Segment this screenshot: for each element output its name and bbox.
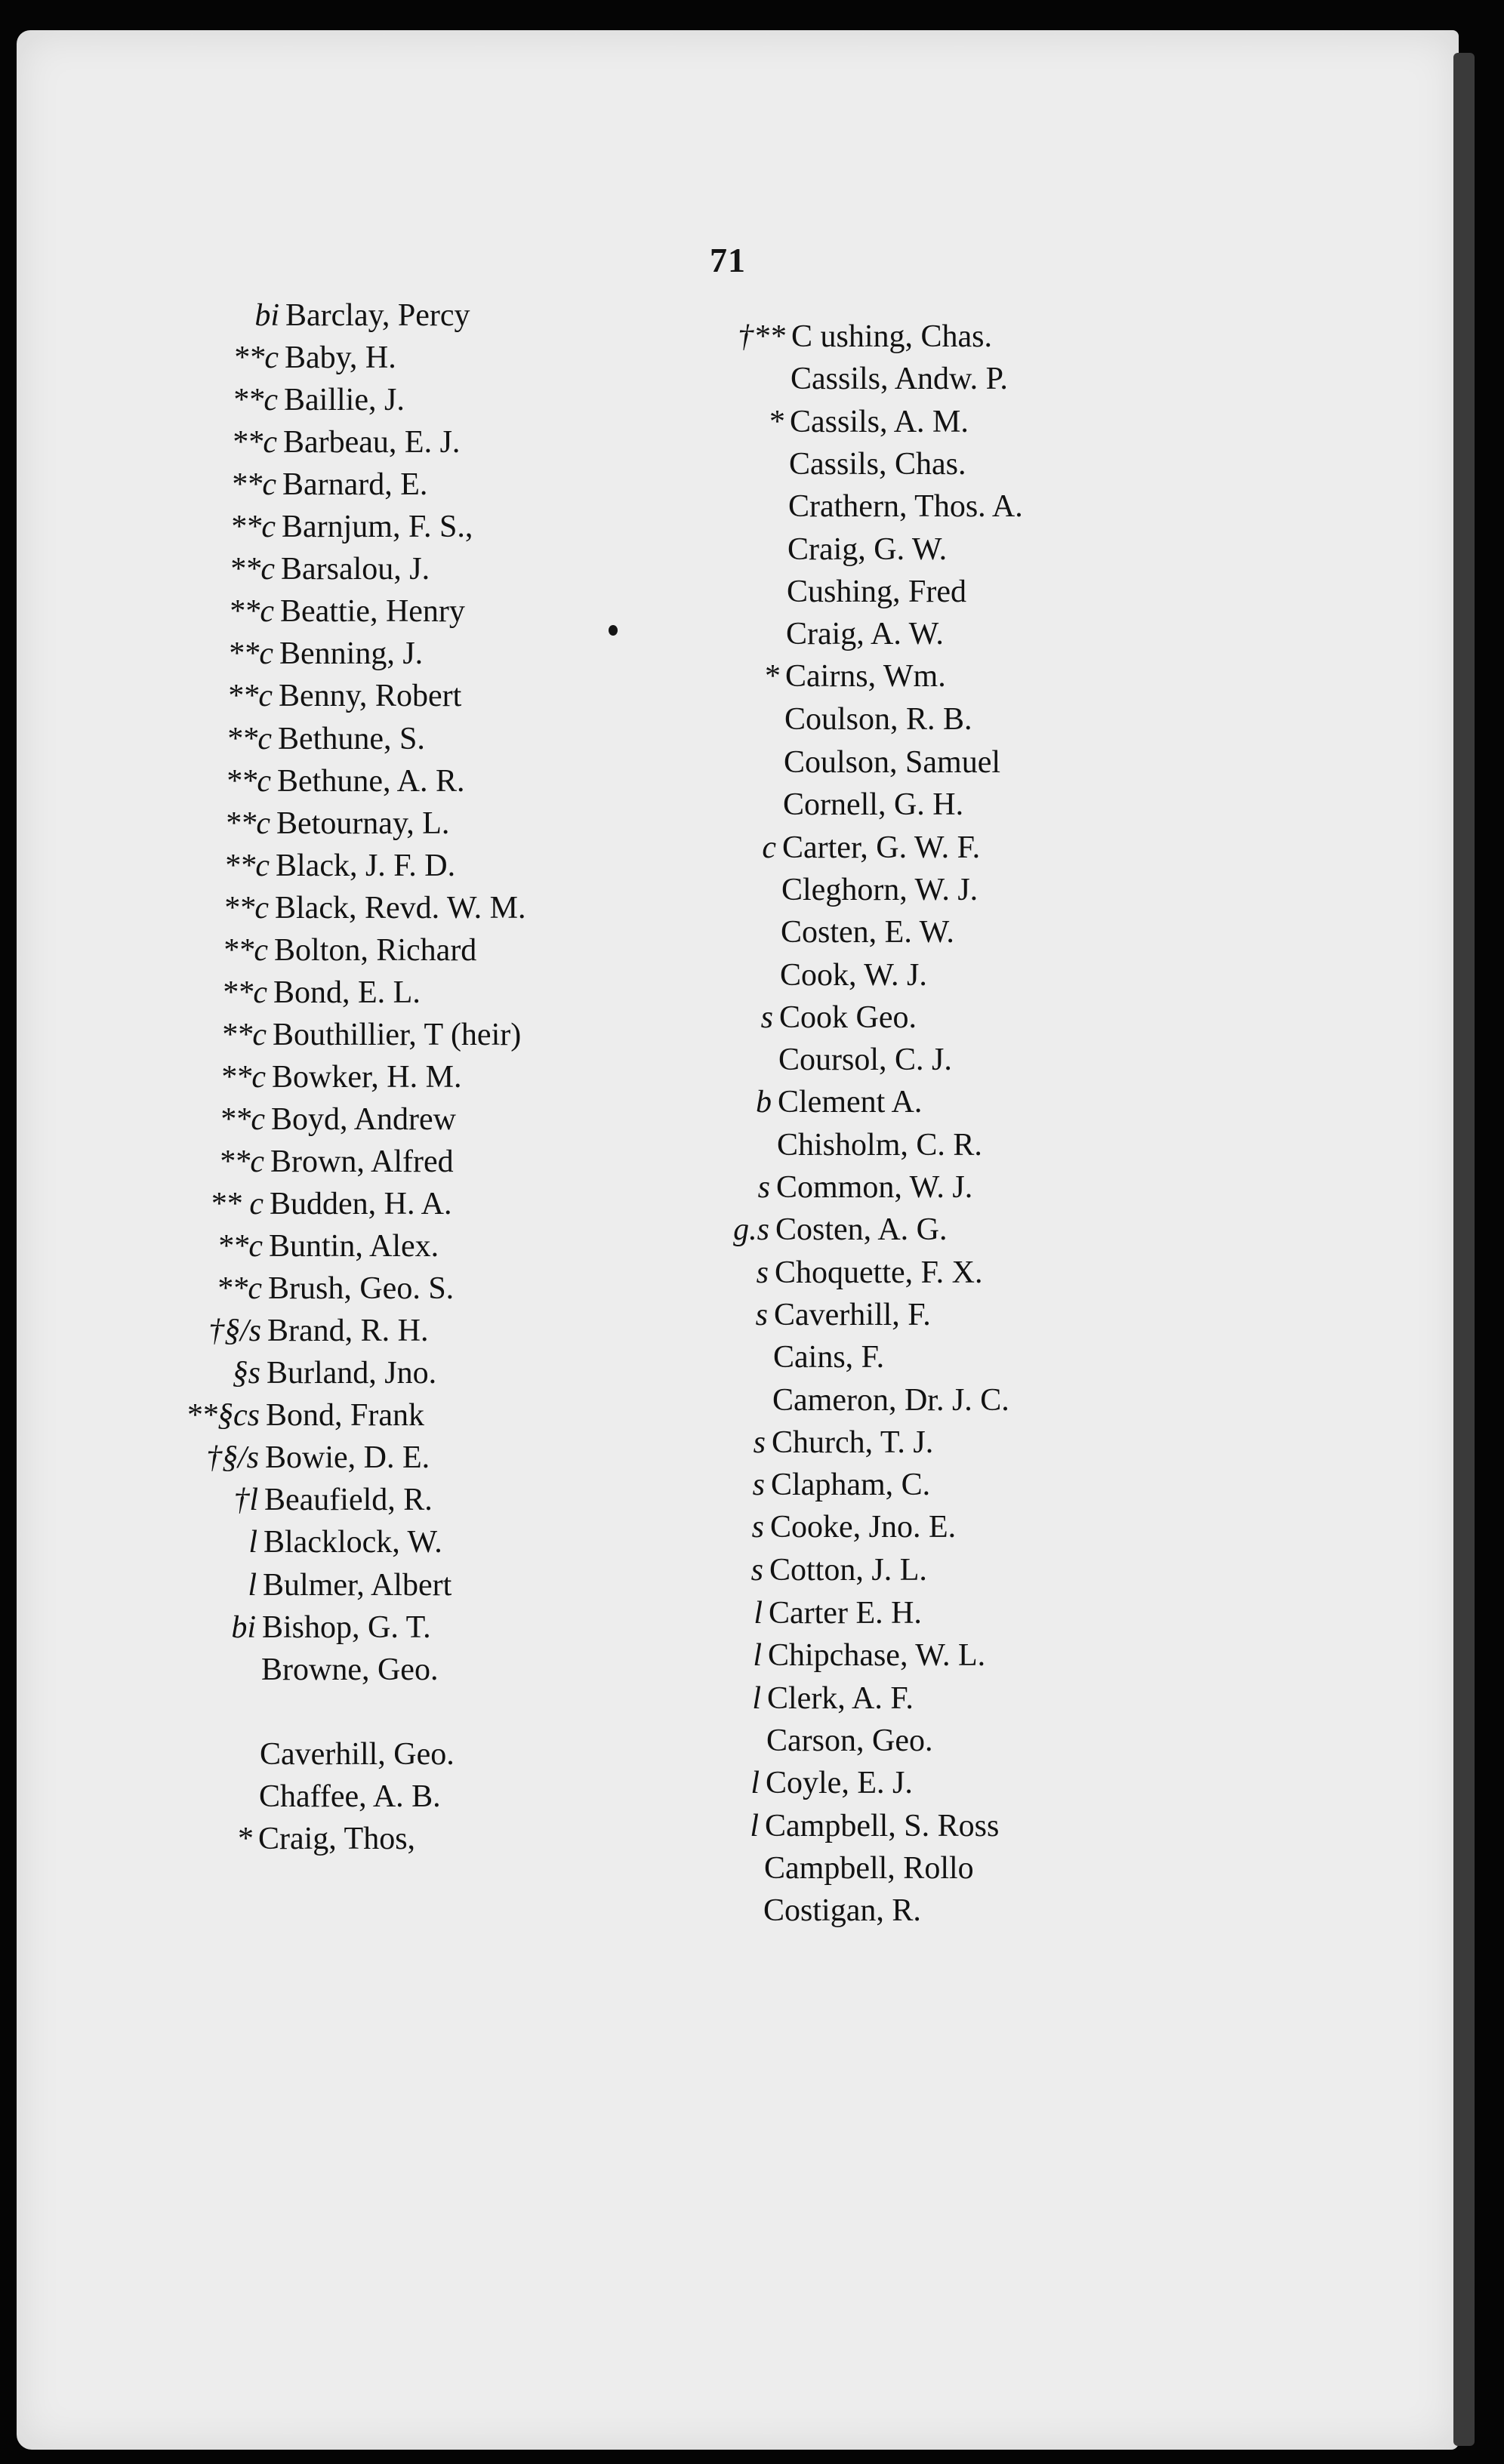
- entry-name: Brand, R. H.: [267, 1314, 429, 1348]
- entry-name: Baillie, J.: [284, 383, 405, 417]
- list-item: [144, 678, 461, 714]
- entry-name: Campbell, S. Ross: [765, 1808, 1000, 1843]
- entry-name: Coyle, E. J.: [766, 1766, 913, 1801]
- entry-mark: §s: [232, 1356, 260, 1391]
- entry-mark: **c: [219, 1102, 265, 1137]
- list-item: [651, 658, 946, 695]
- entry-mark: s: [756, 1255, 769, 1290]
- entry-name: Buntin, Alex.: [269, 1229, 439, 1264]
- list-item: [125, 1779, 441, 1815]
- list-item: [648, 830, 980, 866]
- entry-mark: †§/s: [205, 1440, 259, 1475]
- entry-name: Brown, Alfred: [270, 1144, 454, 1179]
- entry-mark: **c: [232, 383, 278, 417]
- entry-mark: l: [752, 1680, 761, 1716]
- entry-name: Bishop, G. T.: [262, 1610, 431, 1645]
- entry-mark: l: [248, 1568, 257, 1603]
- entry-mark: s: [753, 1424, 766, 1460]
- entry-mark: l: [750, 1808, 759, 1843]
- entry-name: Benny, Robert: [279, 679, 462, 713]
- list-item: [638, 1382, 1009, 1418]
- entry-name: Carson, Geo.: [766, 1723, 933, 1758]
- list-item: [653, 531, 947, 568]
- entry-name: Bethune, S.: [278, 722, 425, 756]
- list-item: [128, 1609, 431, 1646]
- list-item: [148, 467, 427, 503]
- list-item: [141, 848, 455, 884]
- entry-mark: **c: [227, 636, 273, 671]
- entry-name: Cushing, Fred: [787, 574, 967, 609]
- entry-name: Cains, F.: [773, 1340, 885, 1375]
- entry-name: Cotton, J. L.: [769, 1552, 927, 1588]
- entry-name: Bond, E. L.: [273, 975, 421, 1010]
- entry-mark: l: [750, 1766, 760, 1801]
- list-item: [151, 297, 470, 334]
- entry-mark: **c: [223, 891, 269, 926]
- list-item: [149, 382, 405, 418]
- list-item: [140, 932, 476, 969]
- list-item: [641, 1212, 948, 1248]
- entry-name: Cameron, Dr. J. C.: [772, 1382, 1009, 1418]
- entry-name: Brush, Geo. S.: [268, 1271, 455, 1306]
- entry-mark: bi: [231, 1610, 256, 1645]
- list-item: [643, 1127, 982, 1163]
- entry-name: Cook, W. J.: [780, 957, 927, 993]
- list-item: [646, 957, 927, 993]
- list-item: [129, 1524, 442, 1560]
- entry-name: Crathern, Thos. A.: [788, 489, 1023, 525]
- list-item: [652, 616, 944, 652]
- list-item: [635, 1552, 927, 1588]
- list-item: [133, 1313, 429, 1349]
- page-number: 71: [710, 241, 746, 279]
- entry-name: Cassils, Chas.: [789, 446, 966, 482]
- list-item: [631, 1765, 913, 1801]
- entry-name: Chisholm, C. R.: [777, 1127, 982, 1163]
- entry-mark: **c: [229, 552, 275, 587]
- entry-name: Cairns, Wm.: [785, 659, 946, 695]
- entry-name: Betournay, L.: [276, 806, 450, 841]
- list-item: [127, 1652, 438, 1688]
- entry-mark: †§/s: [208, 1314, 261, 1348]
- entry-mark: c: [762, 830, 776, 865]
- entry-name: Barclay, Percy: [285, 298, 470, 333]
- entry-name: Barbeau, E. J.: [283, 425, 461, 460]
- list-item: [655, 446, 966, 482]
- entry-mark: s: [757, 1170, 770, 1205]
- list-item: [640, 1255, 982, 1291]
- list-item: [654, 488, 1023, 525]
- entry-name: Clapham, C.: [771, 1468, 931, 1503]
- entry-mark: **c: [222, 933, 268, 968]
- list-item: [137, 1101, 456, 1138]
- list-item: [646, 914, 954, 950]
- list-item: [137, 1059, 461, 1095]
- entry-name: Bouthillier, T (heir): [273, 1018, 522, 1052]
- list-item: [633, 1637, 985, 1674]
- entry-name: Bowker, H. M.: [272, 1060, 462, 1095]
- list-item: [644, 1042, 952, 1078]
- entry-name: Bond, Frank: [266, 1398, 424, 1433]
- entry-mark: *: [763, 659, 779, 695]
- entry-mark: *: [768, 404, 784, 439]
- entry-mark: **c: [233, 340, 279, 375]
- entry-name: Choquette, F. X.: [775, 1255, 983, 1290]
- list-item: [143, 721, 425, 757]
- list-item: [649, 787, 963, 823]
- entry-mark: **c: [220, 1018, 267, 1052]
- entry-name: Benning, J.: [279, 636, 424, 671]
- list-item: [130, 1482, 433, 1518]
- list-item: [146, 551, 430, 587]
- entry-mark: **c: [227, 679, 273, 713]
- list-item: [146, 593, 465, 630]
- entry-name: Black, Revd. W. M.: [275, 891, 526, 926]
- entry-mark: b: [756, 1085, 772, 1120]
- entry-name: Bethune, A. R.: [277, 764, 465, 799]
- entry-name: Black, J. F. D.: [276, 849, 456, 883]
- list-item: [126, 1694, 260, 1730]
- entry-name: Barsalou, J.: [281, 552, 430, 587]
- entry-mark: s: [752, 1468, 765, 1503]
- entry-name: Cornell, G. H.: [783, 787, 964, 823]
- list-item: [139, 975, 421, 1011]
- entry-name: Campbell, Rollo: [764, 1850, 974, 1886]
- entry-mark: **c: [217, 1229, 263, 1264]
- entry-name: Cook Geo.: [779, 999, 917, 1035]
- list-item: [128, 1567, 452, 1603]
- entry-mark: s: [760, 999, 773, 1035]
- list-item: [645, 999, 917, 1036]
- list-item: [142, 805, 449, 842]
- list-item: [642, 1169, 972, 1206]
- entry-mark: s: [750, 1552, 763, 1588]
- entry-name: Craig, A. W.: [786, 617, 944, 652]
- list-item: [656, 361, 1008, 397]
- entry-name: Clement A.: [778, 1085, 923, 1120]
- entry-name: Bowie, D. E.: [265, 1440, 430, 1475]
- list-item: [657, 319, 992, 355]
- entry-mark: **c: [230, 467, 276, 502]
- entry-name: Coursol, C. J.: [778, 1043, 952, 1078]
- entry-name: Craig, Thos,: [258, 1822, 416, 1856]
- entry-name: Church, T. J.: [772, 1424, 934, 1460]
- entry-name: Carter E. H.: [769, 1596, 922, 1631]
- entry-mark: **c: [226, 722, 272, 756]
- entry-name: Bolton, Richard: [274, 933, 477, 968]
- entry-mark: l: [754, 1596, 763, 1631]
- entry-name: Craig, G. W.: [787, 531, 948, 567]
- list-item: [637, 1424, 933, 1461]
- list-item: [640, 1297, 931, 1333]
- list-item: [652, 574, 966, 610]
- entry-mark: **c: [225, 764, 271, 799]
- list-item: [149, 424, 460, 460]
- entry-mark: bi: [254, 298, 279, 333]
- list-item: [647, 872, 978, 908]
- list-item: [639, 1339, 884, 1375]
- list-item: [650, 701, 972, 738]
- list-item: [131, 1397, 424, 1434]
- entry-name: Budden, H. A.: [270, 1187, 452, 1221]
- entry-mark: ** c: [209, 1187, 264, 1221]
- entry-mark: **c: [230, 510, 276, 544]
- entry-name: Cassils, A. M.: [790, 404, 969, 439]
- entry-mark: l: [753, 1638, 762, 1674]
- entry-name: Barnard, E.: [282, 467, 428, 502]
- entry-name: Coulson, Samuel: [784, 745, 1001, 780]
- entry-mark: **c: [221, 975, 267, 1010]
- list-item: [630, 1850, 974, 1886]
- entry-name: Carter, G. W. F.: [782, 830, 981, 865]
- list-item: [145, 636, 423, 672]
- entry-name: Cleghorn, W. J.: [781, 872, 979, 907]
- list-item: [150, 340, 396, 376]
- list-item: [138, 1017, 521, 1053]
- entry-mark: s: [751, 1510, 764, 1545]
- list-item: [649, 744, 1000, 781]
- entry-name: Costen, A. G.: [775, 1212, 948, 1248]
- list-item: [140, 890, 526, 926]
- list-item: [629, 1893, 921, 1929]
- list-item: [636, 1509, 956, 1545]
- list-item: [124, 1821, 415, 1857]
- entry-name: Barnjum, F. S.,: [282, 510, 473, 544]
- list-item: [633, 1680, 914, 1717]
- entry-name: Caverhill, F.: [774, 1297, 931, 1332]
- entry-name: Caverhill, Geo.: [260, 1737, 455, 1772]
- entry-mark: **c: [223, 849, 270, 883]
- list-item: [135, 1186, 452, 1222]
- page-edge: [1453, 53, 1475, 2446]
- entry-mark: s: [755, 1297, 768, 1332]
- ink-dot: [609, 625, 618, 636]
- list-item: [134, 1270, 454, 1307]
- entry-name: Beattie, Henry: [280, 594, 465, 629]
- list-item: [636, 1467, 930, 1503]
- entry-name: C ushing, Chas.: [791, 319, 993, 354]
- list-item: [134, 1228, 439, 1264]
- entry-name: Baby, H.: [285, 340, 396, 375]
- list-item: [143, 763, 465, 799]
- entry-mark: †**: [738, 319, 785, 354]
- entry-mark: **c: [224, 806, 270, 841]
- entry-name: Blacklock, W.: [264, 1525, 442, 1560]
- entry-name: Burland, Jno.: [267, 1356, 437, 1391]
- entry-mark: **c: [216, 1271, 262, 1306]
- entry-name: Cassils, Andw. P.: [791, 362, 1008, 397]
- list-item: [632, 1723, 932, 1759]
- list-item: [136, 1144, 454, 1180]
- list-item: [132, 1355, 436, 1391]
- entry-name: Coulson, R. B.: [784, 701, 972, 737]
- entry-mark: **c: [228, 594, 274, 629]
- entry-name: Browne, Geo.: [261, 1652, 439, 1687]
- list-item: [643, 1084, 922, 1120]
- entry-name: Boyd, Andrew: [271, 1102, 456, 1137]
- entry-name: Common, W. J.: [776, 1170, 973, 1205]
- entry-mark: **c: [218, 1144, 264, 1179]
- list-item: [131, 1440, 430, 1476]
- entry-name: Costen, E. W.: [781, 915, 954, 950]
- entry-mark: *: [236, 1822, 252, 1856]
- entry-mark: †l: [233, 1483, 258, 1517]
- entry-name: Chaffee, A. B.: [259, 1779, 441, 1814]
- entry-mark: **c: [220, 1060, 266, 1095]
- entry-name: Costigan, R.: [763, 1893, 921, 1929]
- entry-name: Bulmer, Albert: [263, 1568, 452, 1603]
- list-item: [630, 1808, 999, 1844]
- entry-mark: l: [248, 1525, 257, 1560]
- entry-mark: **c: [231, 425, 277, 460]
- entry-name: Beaufield, R.: [264, 1483, 433, 1517]
- list-item: [634, 1595, 922, 1631]
- entry-name: Clerk, A. F.: [767, 1680, 914, 1716]
- list-item: [147, 509, 473, 545]
- entry-name: Chipchase, W. L.: [768, 1638, 986, 1674]
- list-item: [655, 404, 969, 440]
- entry-mark: g.s: [733, 1212, 769, 1248]
- entry-mark: **§cs: [186, 1398, 260, 1433]
- entry-name: Cooke, Jno. E.: [770, 1510, 957, 1545]
- list-item: [125, 1736, 455, 1773]
